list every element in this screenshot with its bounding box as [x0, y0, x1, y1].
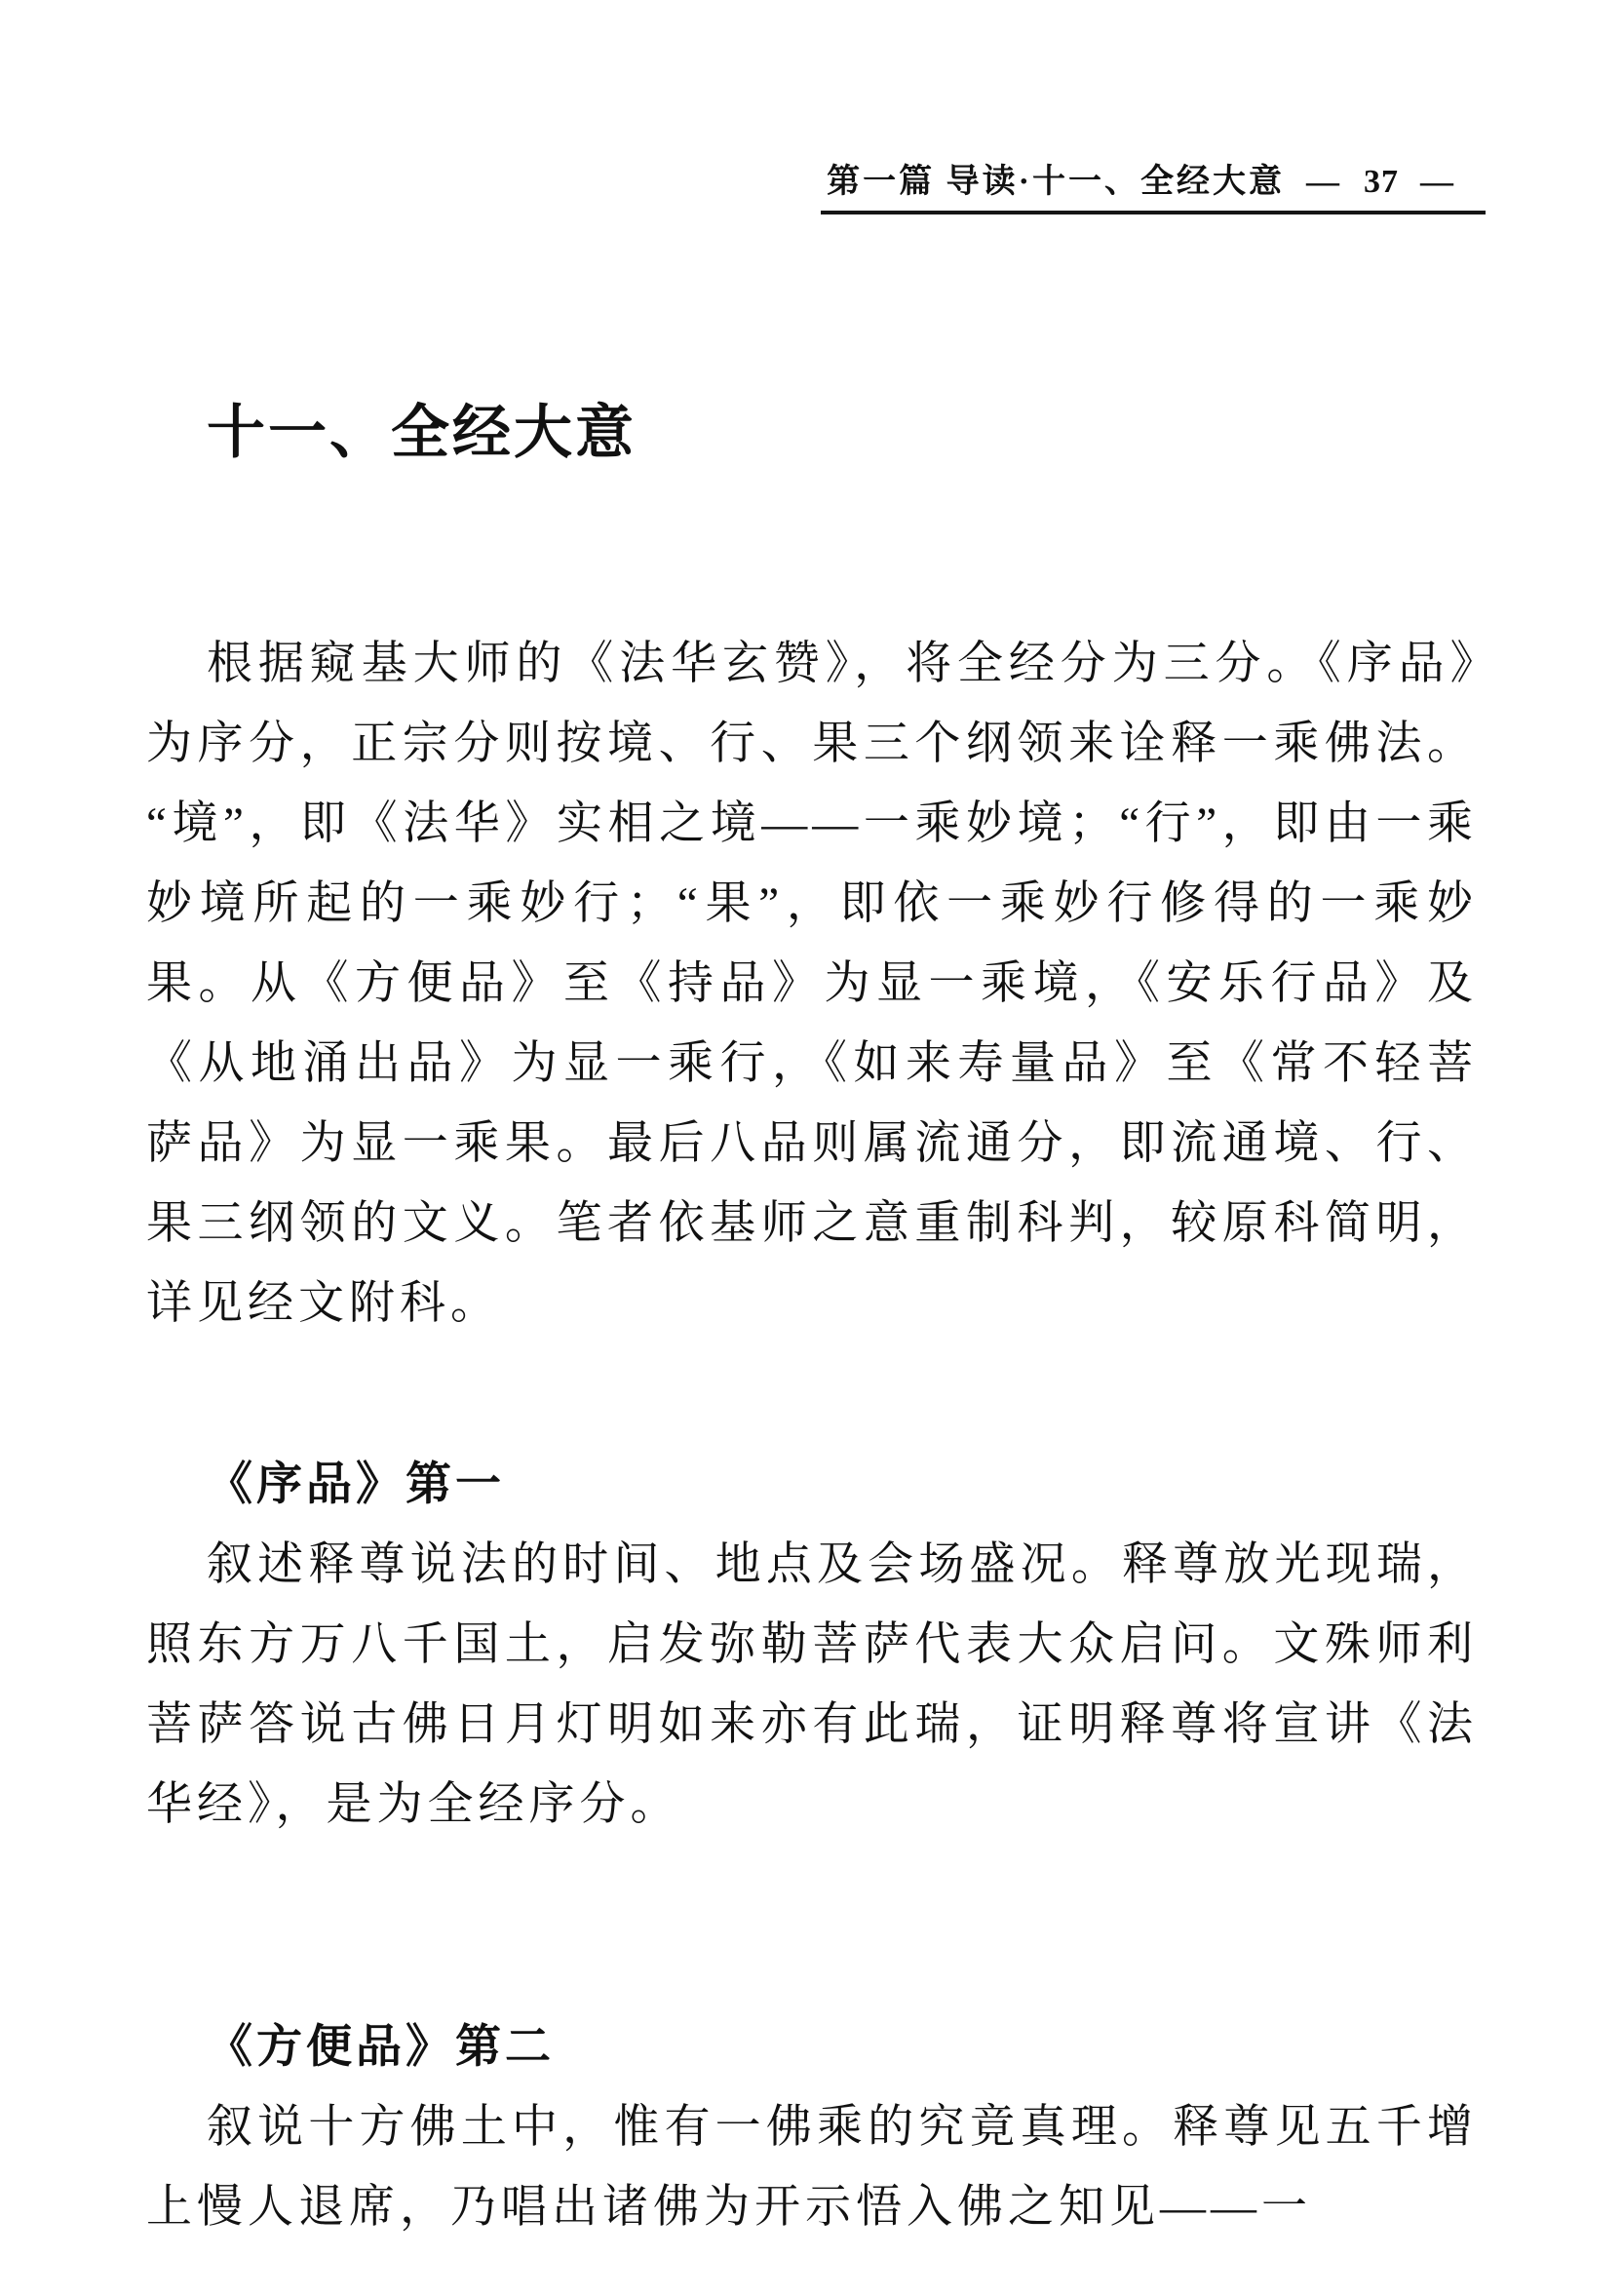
section-heading-xupin: 《序品》第一 [207, 1459, 505, 1510]
section-body-xupin: 叙述释尊说法的时间、地点及会场盛况。释尊放光现瑞，照东方万八千国土，启发弥勒菩萨代表大众启问。文殊师利菩萨答说古佛日月灯明如来亦有此瑞，证明释尊将宣讲《法华经》，是为全经序分。 [146, 1539, 1478, 1830]
running-header-text: 第一篇 导读·十一、全经大意 [827, 164, 1285, 200]
page-number-dash-left: — [1306, 164, 1342, 200]
page-number: 37 [1364, 164, 1399, 200]
chapter-title: 十一、全经大意 [207, 401, 637, 465]
section-body-fangbianpin: 叙说十方佛土中，惟有一佛乘的究竟真理。释尊见五千增上慢人退席，乃唱出诸佛为开示悟入佛之知见——一 [146, 2102, 1478, 2233]
section-heading-fangbianpin: 《方便品》第二 [207, 2022, 555, 2073]
intro-paragraph: 根据窥基大师的《法华玄赞》，将全经分为三分。《序品》为序分，正宗分则按境、行、果三个纲领来诠释一乘佛法。“境”，即《法华》实相之境——一乘妙境；“行”，即由一乘妙境所起的一乘妙行；“果”，即依一乘妙行修得的一乘妙果。从《方便品》至《持品》为显一乘境，《安乐行品》及《从地涌出品》为显一乘行，《如来寿量品》至《常不轻菩萨品》为显一乘果。最后八品则属流通分，即流通境、行、果三纲领的文义。笔者依基师之意重制科判，较原科简明，详见经文附科。 [146, 639, 1478, 1329]
page-content [146, 0, 1478, 2247]
page-number-dash-right: — [1420, 164, 1456, 200]
